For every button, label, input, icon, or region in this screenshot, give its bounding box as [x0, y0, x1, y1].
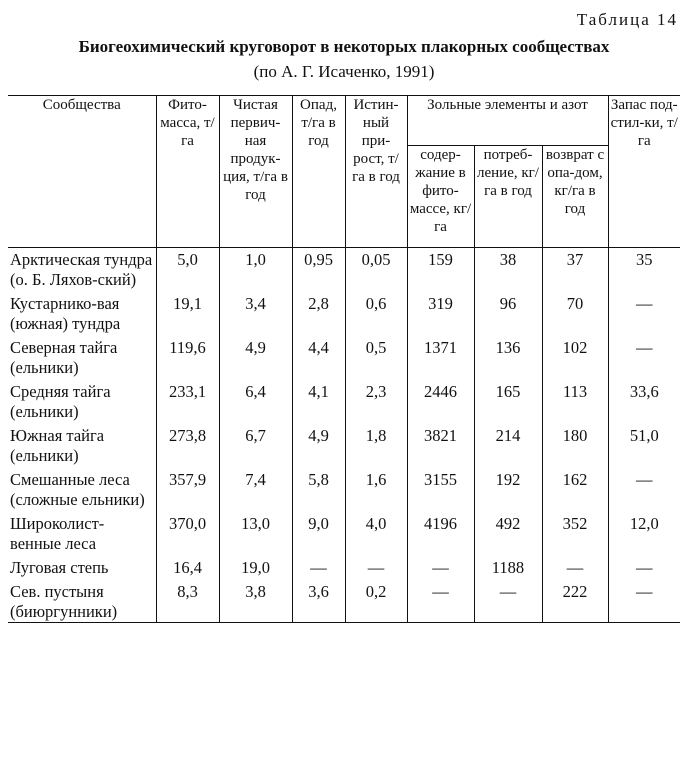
community-name: Северная тайга (ельники): [10, 338, 118, 377]
header-true-growth: Истин-ный при-рост, т/га в год: [345, 96, 407, 248]
ash-content-value: 3821: [407, 426, 474, 470]
npp-value: 7,4: [219, 470, 292, 514]
true-growth-value: 0,6: [345, 294, 407, 338]
table-row: [8, 248, 680, 295]
true-growth-value: 1,8: [345, 426, 407, 470]
ash-return-value: 222: [542, 582, 608, 623]
phytomass-value: 5,0: [156, 248, 219, 295]
litter-stock-value: —: [608, 294, 680, 338]
ash-uptake-value: 192: [474, 470, 542, 514]
litterfall-value: —: [292, 558, 345, 582]
table-title: Биогеохимический круговорот в некоторых плакорных сообществах: [78, 37, 610, 56]
header-ash-elements-group: Зольные элементы и азот: [407, 96, 608, 146]
ash-return-value: 352: [542, 514, 608, 558]
ash-uptake-value: —: [474, 582, 542, 623]
community-name: Кустарнико-вая (южная) тундра: [10, 294, 121, 333]
ash-uptake-value: 165: [474, 382, 542, 426]
true-growth-value: 4,0: [345, 514, 407, 558]
true-growth-value: 0,05: [345, 248, 407, 295]
litterfall-value: 2,8: [292, 294, 345, 338]
npp-value: 3,8: [219, 582, 292, 623]
ash-uptake-value: 38: [474, 248, 542, 295]
table-row: [8, 382, 680, 426]
ash-content-value: 319: [407, 294, 474, 338]
table-source: (по А. Г. Исаченко, 1991): [253, 62, 435, 81]
ash-content-value: 1371: [407, 338, 474, 382]
phytomass-value: 19,1: [156, 294, 219, 338]
litter-stock-value: 33,6: [608, 382, 680, 426]
phytomass-value: 370,0: [156, 514, 219, 558]
table-row: [8, 582, 680, 623]
litterfall-value: 4,1: [292, 382, 345, 426]
phytomass-value: 273,8: [156, 426, 219, 470]
header-npp: Чистая первич-ная продук-ция, т/га в год: [219, 96, 292, 248]
phytomass-value: 119,6: [156, 338, 219, 382]
true-growth-value: 1,6: [345, 470, 407, 514]
ash-content-value: 4196: [407, 514, 474, 558]
litterfall-value: 0,95: [292, 248, 345, 295]
phytomass-value: 8,3: [156, 582, 219, 623]
litter-stock-value: 12,0: [608, 514, 680, 558]
ash-uptake-value: 1188: [474, 558, 542, 582]
table-row: [8, 558, 680, 582]
litterfall-value: 5,8: [292, 470, 345, 514]
ash-return-value: 70: [542, 294, 608, 338]
header-community: Сообщества: [8, 96, 156, 248]
community-name: Луговая степь: [10, 558, 109, 577]
ash-uptake-value: 214: [474, 426, 542, 470]
true-growth-value: 2,3: [345, 382, 407, 426]
true-growth-value: 0,5: [345, 338, 407, 382]
true-growth-value: —: [345, 558, 407, 582]
ash-content-value: 2446: [407, 382, 474, 426]
litter-stock-value: —: [608, 558, 680, 582]
header-litter-stock: Запас под-стил-ки, т/га: [608, 96, 680, 248]
ash-return-value: —: [542, 558, 608, 582]
community-name: Средняя тайга (ельники): [10, 382, 111, 421]
header-phytomass: Фито-масса, т/га: [156, 96, 219, 248]
table-row: [8, 294, 680, 338]
community-name: Широколист-венные леса: [10, 514, 105, 553]
table-row: [8, 470, 680, 514]
ash-return-value: 102: [542, 338, 608, 382]
phytomass-value: 357,9: [156, 470, 219, 514]
litterfall-value: 9,0: [292, 514, 345, 558]
community-name: Южная тайга (ельники): [10, 426, 105, 465]
table-number-label: Таблица 14: [576, 10, 678, 29]
ash-content-value: —: [407, 582, 474, 623]
npp-value: 19,0: [219, 558, 292, 582]
ash-uptake-value: 136: [474, 338, 542, 382]
biogeochemical-cycle-table: [8, 95, 680, 623]
npp-value: 6,7: [219, 426, 292, 470]
npp-value: 13,0: [219, 514, 292, 558]
header-ash-uptake: потреб-ление, кг/га в год: [474, 146, 542, 248]
ash-return-value: 37: [542, 248, 608, 295]
ash-content-value: 159: [407, 248, 474, 295]
litter-stock-value: —: [608, 470, 680, 514]
npp-value: 1,0: [219, 248, 292, 295]
npp-value: 6,4: [219, 382, 292, 426]
header-ash-return: возврат с опа-дом, кг/га в год: [542, 146, 608, 248]
ash-return-value: 162: [542, 470, 608, 514]
community-name: Смешанные леса (сложные ельники): [10, 470, 145, 509]
litterfall-value: 4,9: [292, 426, 345, 470]
header-litterfall: Опад, т/га в год: [292, 96, 345, 248]
npp-value: 4,9: [219, 338, 292, 382]
community-name: Сев. пустыня (биюргунники): [8, 582, 156, 623]
ash-uptake-value: 492: [474, 514, 542, 558]
table-row: [8, 514, 680, 558]
header-ash-content: содер-жание в фито-массе, кг/га: [407, 146, 474, 248]
phytomass-value: 16,4: [156, 558, 219, 582]
true-growth-value: 0,2: [345, 582, 407, 623]
litterfall-value: 4,4: [292, 338, 345, 382]
table-row: [8, 338, 680, 382]
litter-stock-value: 51,0: [608, 426, 680, 470]
ash-content-value: 3155: [407, 470, 474, 514]
table-row: [8, 426, 680, 470]
litterfall-value: 3,6: [292, 582, 345, 623]
community-name: Арктическая тундра (о. Б. Ляхов-ский): [8, 248, 156, 295]
ash-content-value: —: [407, 558, 474, 582]
ash-uptake-value: 96: [474, 294, 542, 338]
ash-return-value: 113: [542, 382, 608, 426]
npp-value: 3,4: [219, 294, 292, 338]
litter-stock-value: —: [608, 338, 680, 382]
phytomass-value: 233,1: [156, 382, 219, 426]
litter-stock-value: 35: [608, 248, 680, 295]
ash-return-value: 180: [542, 426, 608, 470]
litter-stock-value: —: [608, 582, 680, 623]
